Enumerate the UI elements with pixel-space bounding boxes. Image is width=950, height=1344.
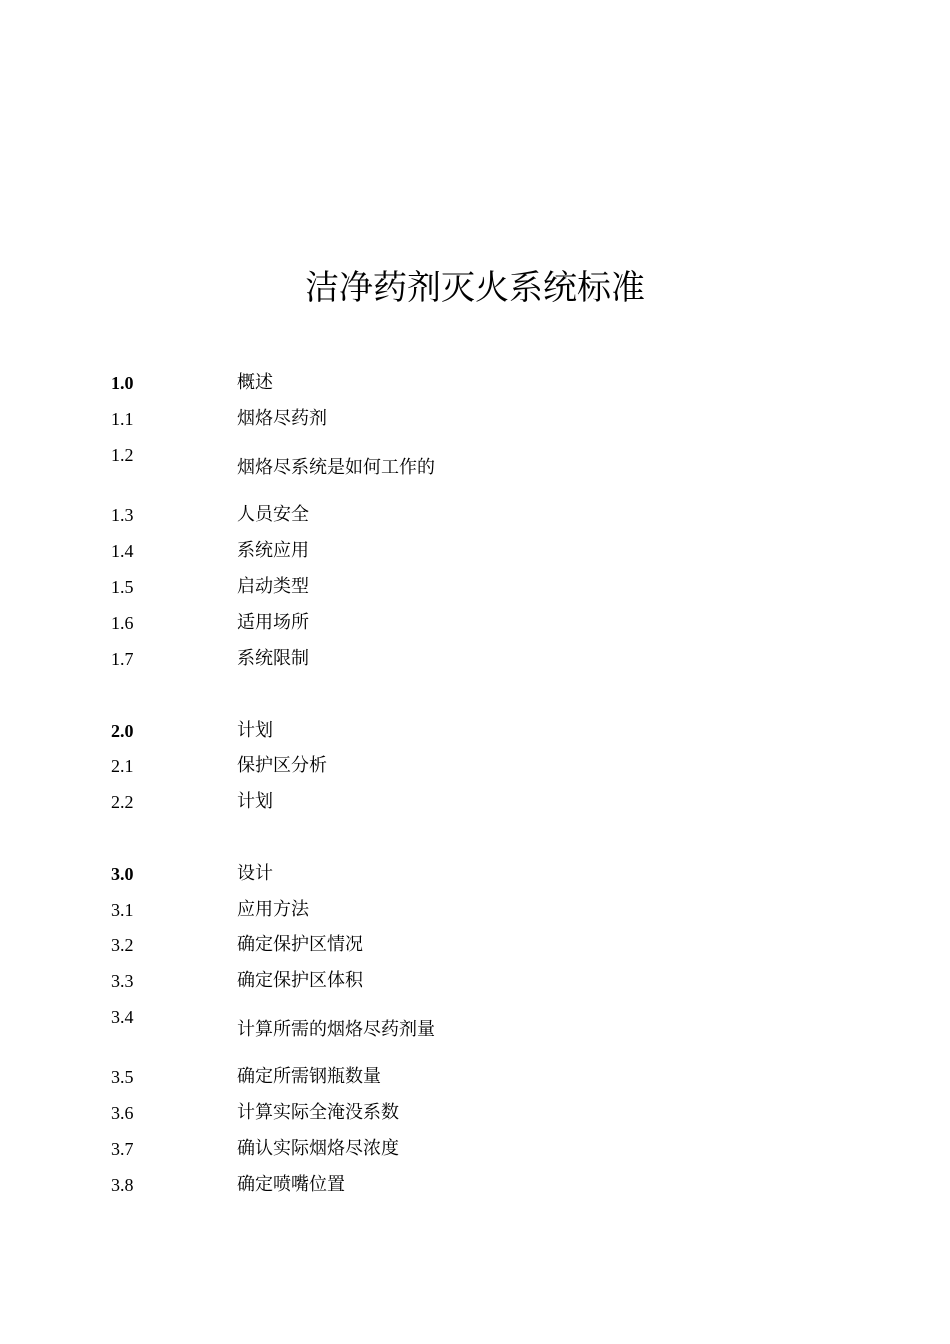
toc-entry-number: 3.1 (111, 900, 134, 920)
toc-entry-1-2 (0, 443, 950, 483)
toc-entry-number: 1.4 (111, 541, 134, 561)
toc-entry-number: 3.3 (111, 971, 134, 991)
toc-entry-title: 计算所需的烟烙尽药剂量 (237, 1019, 435, 1040)
toc-section-number: 3.0 (111, 864, 134, 884)
toc-entry-number: 2.2 (111, 792, 134, 812)
toc-entry-title: 系统应用 (237, 540, 309, 561)
toc-entry-1-6 (0, 611, 950, 635)
toc-entry-title: 保护区分析 (237, 755, 327, 776)
toc-entry-title: 系统限制 (237, 648, 309, 669)
toc-entry-3-6 (0, 1101, 950, 1125)
toc-entry-title: 人员安全 (237, 504, 309, 525)
toc-entry-1-1 (0, 407, 950, 431)
toc-entry-number: 1.5 (111, 577, 134, 597)
toc-entry-3-8 (0, 1173, 950, 1197)
toc-entry-number: 1.2 (111, 445, 134, 465)
toc-entry-number: 1.7 (111, 649, 134, 669)
toc-section-heading-2 (0, 719, 950, 743)
toc-entry-title: 确定所需钢瓶数量 (237, 1066, 381, 1087)
toc-section-heading-3 (0, 862, 950, 886)
toc-section-number: 2.0 (111, 721, 134, 741)
toc-entry-title: 计算实际全淹没系数 (237, 1102, 399, 1123)
toc-entry-title: 适用场所 (237, 612, 309, 633)
toc-entry-number: 2.1 (111, 756, 134, 776)
toc-section-title: 设计 (237, 863, 273, 884)
toc-entry-title: 确定保护区体积 (237, 970, 363, 991)
toc-entry-1-3 (0, 503, 950, 527)
toc-entry-title: 计划 (237, 791, 273, 812)
toc-entry-3-5 (0, 1065, 950, 1089)
toc-entry-number: 3.4 (111, 1007, 134, 1027)
toc-entry-title: 烟烙尽系统是如何工作的 (237, 457, 435, 478)
toc-entry-3-3 (0, 969, 950, 993)
toc-section-title: 概述 (237, 372, 273, 393)
toc-entry-2-2 (0, 790, 950, 814)
toc-entry-title: 应用方法 (237, 899, 309, 920)
toc-entry-1-4 (0, 539, 950, 563)
toc-entry-title: 启动类型 (237, 576, 309, 597)
toc-entry-3-1 (0, 898, 950, 922)
toc-entry-3-2 (0, 933, 950, 957)
toc-entry-2-1 (0, 754, 950, 778)
toc-section-title: 计划 (237, 720, 273, 741)
toc-entry-3-4 (0, 1005, 950, 1045)
toc-entry-1-5 (0, 575, 950, 599)
toc-entry-1-7 (0, 647, 950, 671)
toc-entry-number: 3.6 (111, 1103, 134, 1123)
toc-entry-title: 确定保护区情况 (237, 934, 363, 955)
toc-entry-title: 确定喷嘴位置 (237, 1174, 345, 1195)
toc-entry-title: 确认实际烟烙尽浓度 (237, 1138, 399, 1159)
toc-entry-3-7 (0, 1137, 950, 1161)
toc-entry-number: 3.5 (111, 1067, 134, 1087)
toc-entry-number: 3.2 (111, 935, 134, 955)
toc-entry-number: 3.7 (111, 1139, 134, 1159)
toc-section-number: 1.0 (111, 373, 134, 393)
toc-entry-number: 1.6 (111, 613, 134, 633)
toc-entry-title: 烟烙尽药剂 (237, 408, 327, 429)
toc-entry-number: 1.1 (111, 409, 134, 429)
toc-entry-number: 1.3 (111, 505, 134, 525)
document-title: 洁净药剂灭火系统标准 (305, 268, 645, 308)
toc-entry-number: 3.8 (111, 1175, 134, 1195)
toc-section-heading-1 (0, 371, 950, 395)
